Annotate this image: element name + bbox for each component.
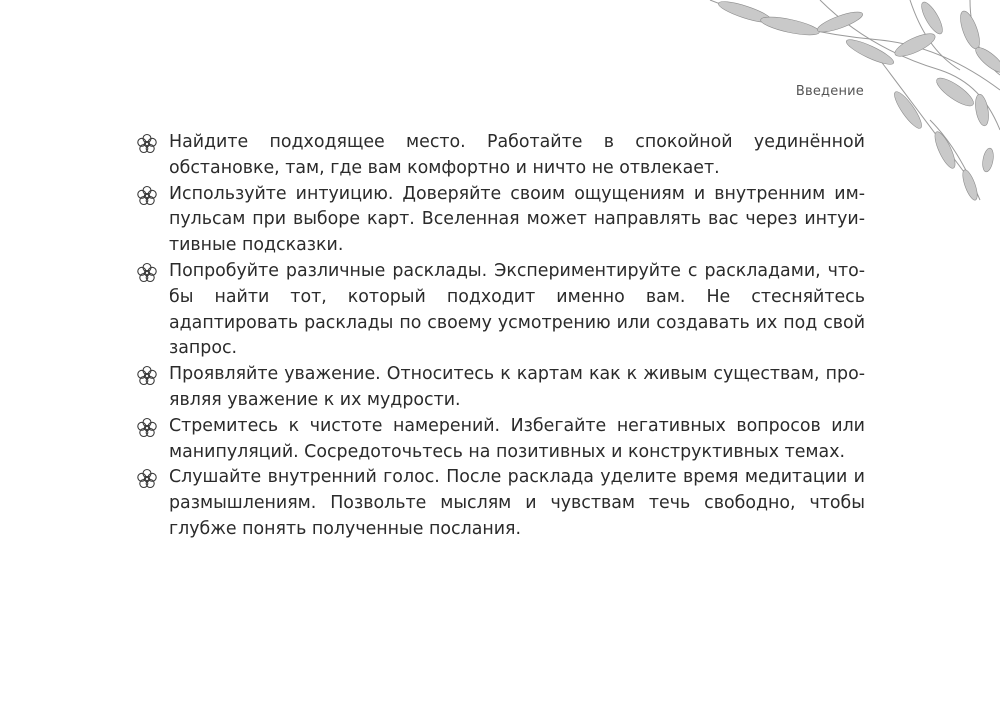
list-item <box>136 182 865 259</box>
flower-icon <box>136 468 158 490</box>
list-item-text: Используйте интуицию. Доверяйте своим ощущениям и внутренним импульсам при выборе карт. Вселенная может направлять вас через интуитивные подсказки. <box>169 183 865 256</box>
flower-icon <box>136 262 158 284</box>
flower-icon <box>136 133 158 155</box>
flower-icon <box>136 365 158 387</box>
running-head: Введение <box>795 84 864 99</box>
list-item <box>136 465 865 542</box>
list-item <box>136 414 865 466</box>
list-item-text: Найдите подходящее место. Работайте в спокойной уединённой обстановке, там, где вам комфортно и ничто не отвлекает. <box>169 132 865 178</box>
tips-list <box>136 130 865 543</box>
list-item-text: Проявляйте уважение. Относитесь к картам как к живым существам, проявляя уважение к их мудрости. <box>169 364 865 410</box>
flower-icon <box>136 185 158 207</box>
list-item-text: Попробуйте различные расклады. Экспериментируйте с раскладами, чтобы найти тот, который подходит именно вам. Не стесняйтесь адаптировать расклады по своему усмотрению или создавать их под свой запрос. <box>169 260 865 359</box>
list-item-text: Стремитесь к чистоте намерений. Избегайте негативных вопросов или манипуляций. Сосредоточьтесь на позитивных и конструктивных темах. <box>169 415 865 462</box>
list-item <box>136 362 865 414</box>
list-item <box>136 259 865 362</box>
list-item-text: Слушайте внутренний голос. После расклада уделите время медитации и размышлениям. Позвольте мыслям и чувствам течь свободно, чтобы глубже понять полученные послания. <box>169 467 865 539</box>
list-item <box>136 130 865 182</box>
flower-icon <box>136 417 158 439</box>
